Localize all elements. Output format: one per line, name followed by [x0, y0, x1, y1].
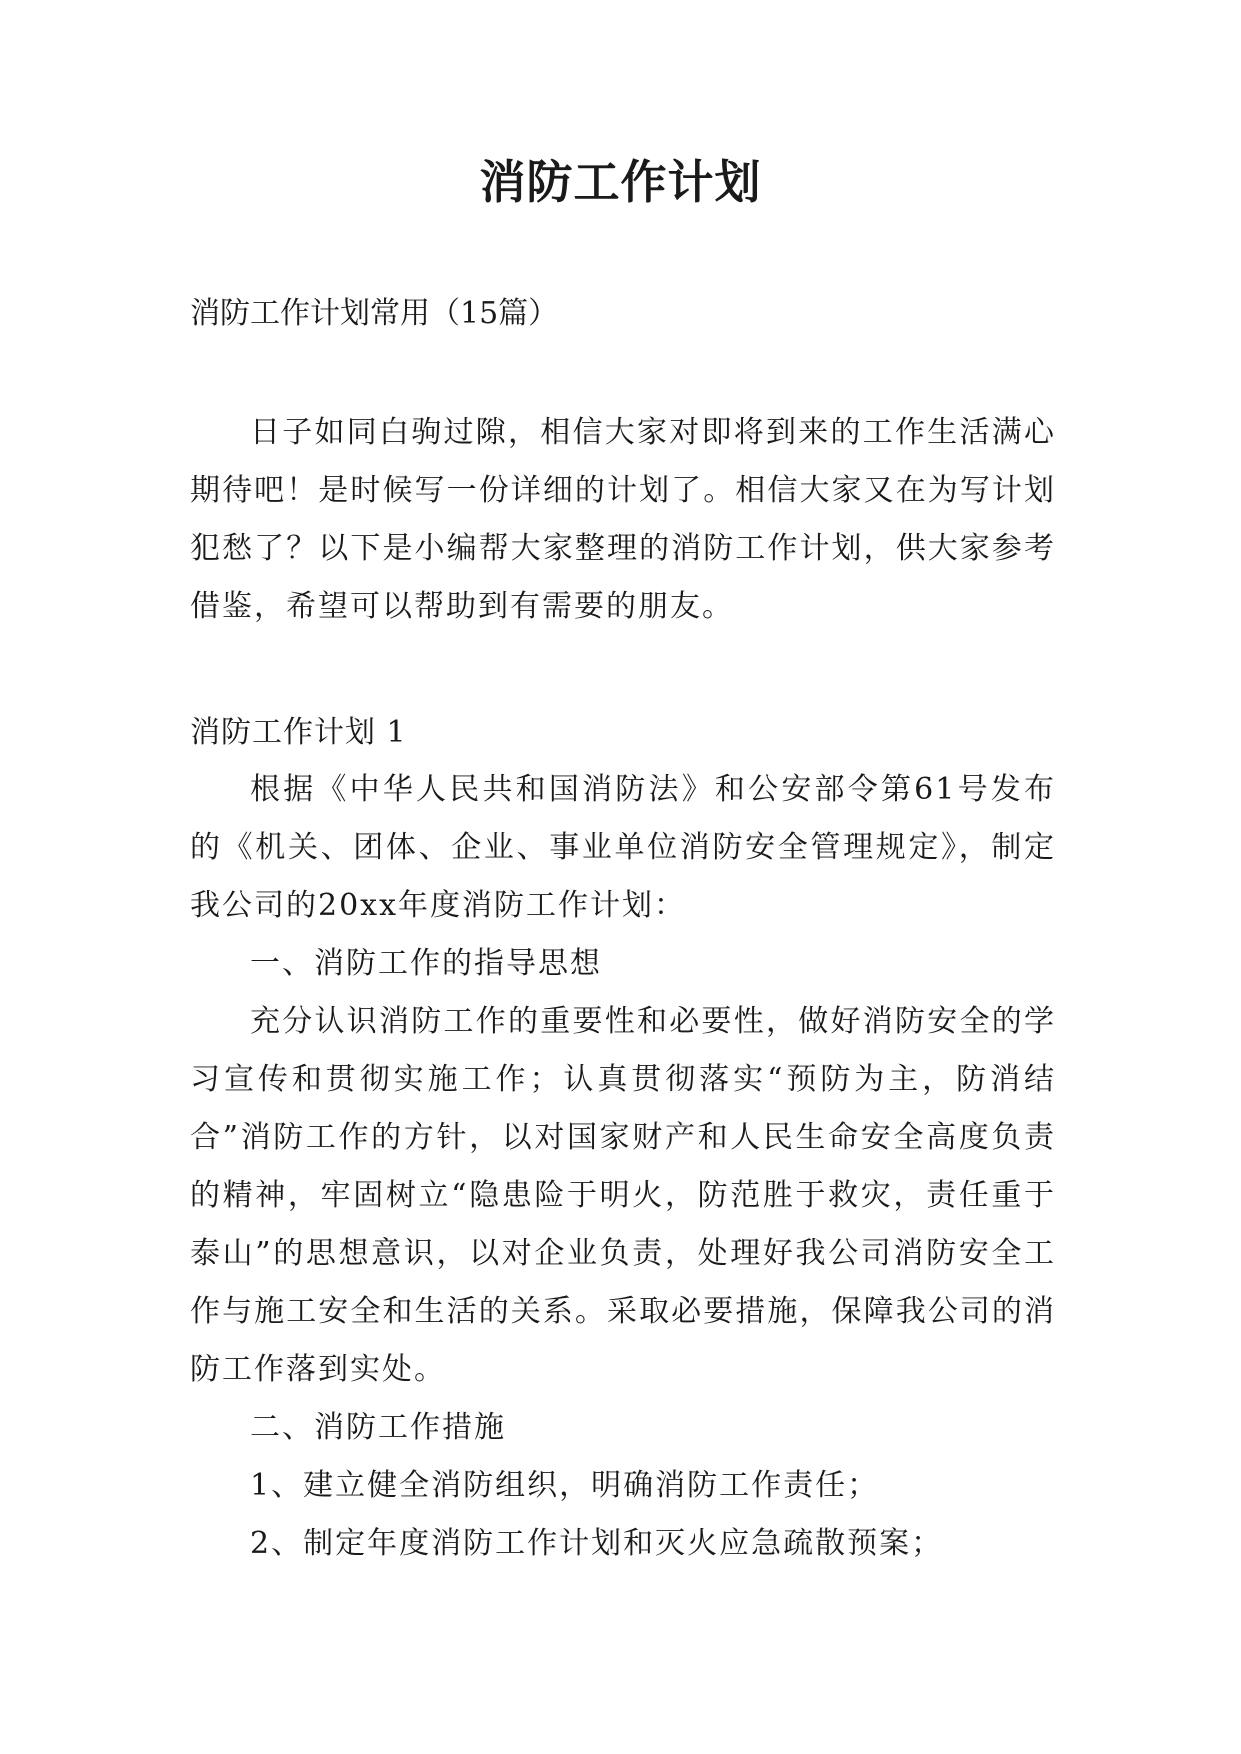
paragraph-guiding-body: 充分认识消防工作的重要性和必要性，做好消防安全的学习宣传和贯彻实施工作；认真贯彻落实“预防为主，防消结合”消防工作的方针，以对国家财产和人民生命安全高度负责的精神，牢固树立“隐患险于明火，防范胜于救灾，责任重于泰山”的思想意识，以对企业负责，处理好我公司消防安全工作与施工安全和生活的关系。采取必要措施，保障我公司的消防工作落到实处。 — [190, 1004, 1056, 1387]
intro-block — [190, 404, 1056, 636]
paragraph-basis: 根据《中华人民共和国消防法》和公安部令第61号发布的《机关、团体、企业、事业单位消防安全管理规定》，制定我公司的20xx年度消防工作计划： — [190, 772, 1056, 923]
paragraph-measure-1: 1、建立健全消防组织，明确消防工作责任； — [250, 1468, 880, 1503]
paragraph-measures-heading: 二、消防工作措施 — [250, 1410, 506, 1445]
paragraph-guiding-heading: 一、消防工作的指导思想 — [250, 946, 602, 981]
document-title: 消防工作计划 — [479, 155, 762, 209]
section-body — [190, 761, 1056, 1573]
intro-paragraph: 日子如同白驹过隙，相信大家对即将到来的工作生活满心期待吧！是时候写一份详细的计划了。相信大家又在为写计划犯愁了？以下是小编帮大家整理的消防工作计划，供大家参考借鉴，希望可以帮助到有需要的朋友。 — [190, 415, 1056, 624]
section-heading: 消防工作计划 1 — [190, 715, 407, 750]
paragraph-measure-2: 2、制定年度消防工作计划和灭火应急疏散预案； — [250, 1526, 944, 1561]
document-subtitle: 消防工作计划常用（15篇） — [190, 296, 559, 331]
